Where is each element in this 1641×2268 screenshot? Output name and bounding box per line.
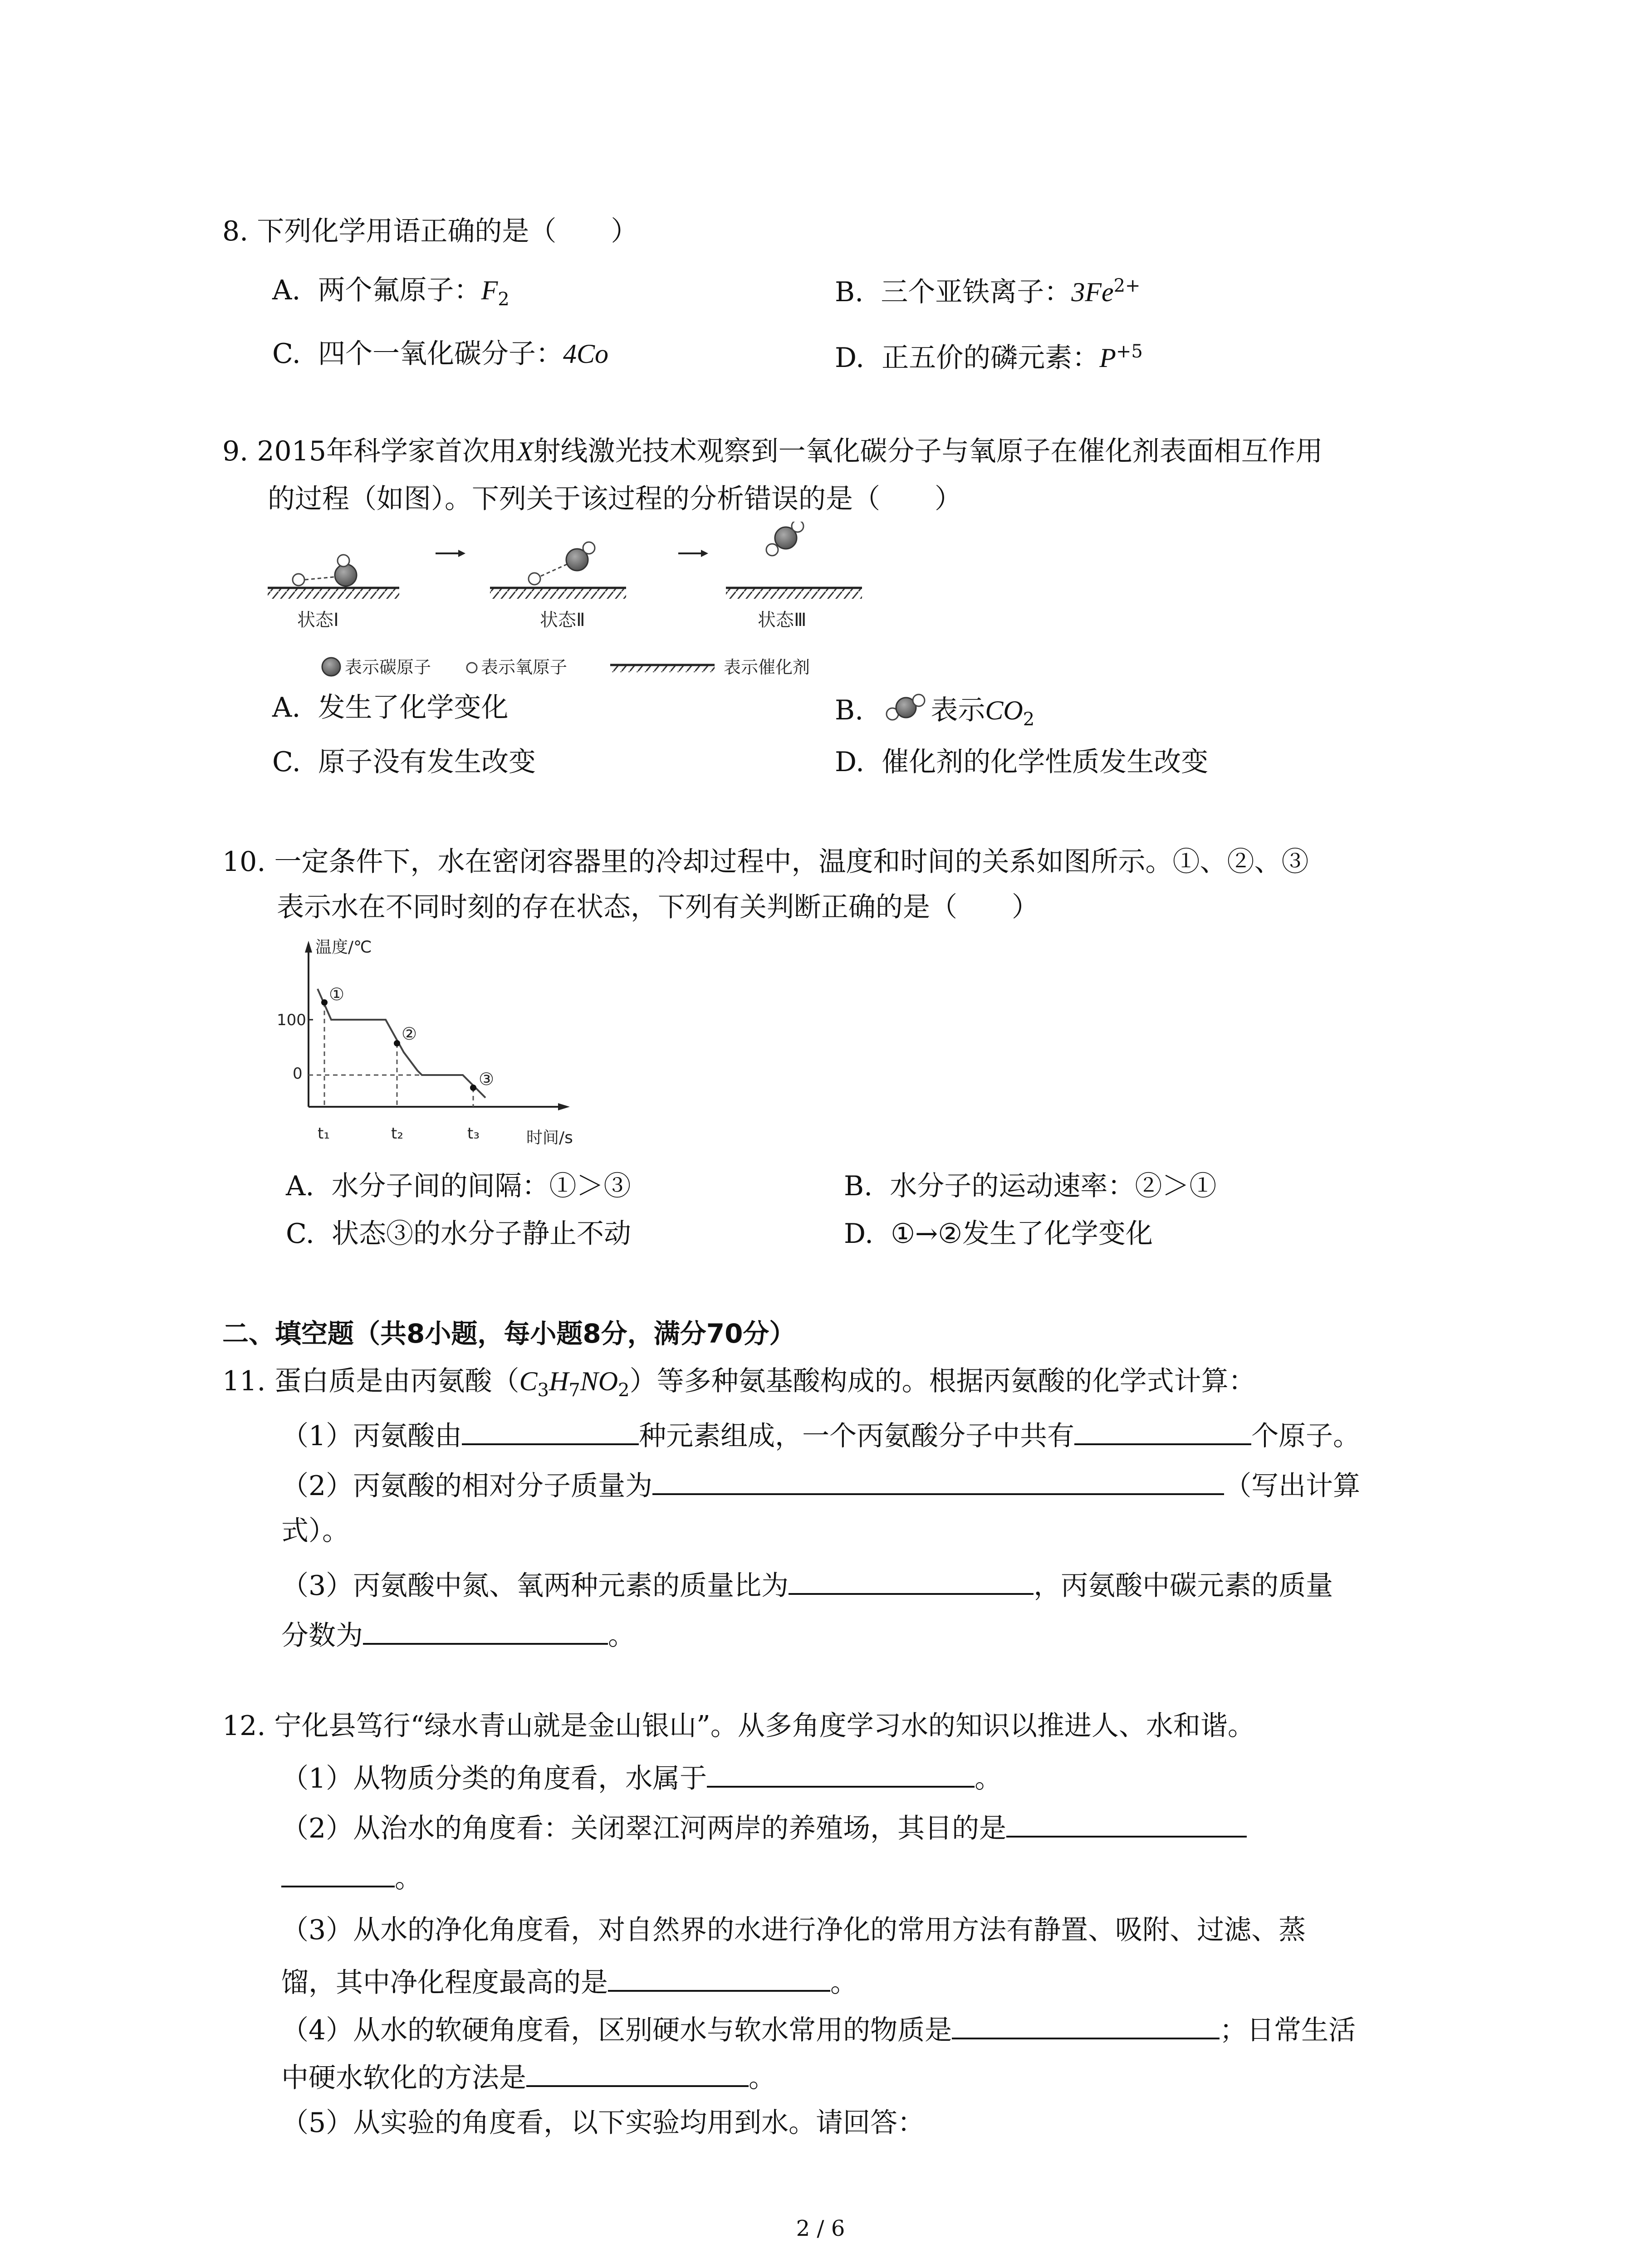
q12-part4-cont: 中硬水软化的方法是 。 xyxy=(281,2057,776,2096)
state-1-diagram xyxy=(268,555,399,631)
q12-part2: （2）从治水的角度看：关闭翠江河两岸的养殖场，其目的是 xyxy=(281,1808,1247,1847)
q11-part3-cont: 分数为 。 xyxy=(281,1615,635,1654)
answer-blank[interactable] xyxy=(789,1565,1034,1595)
q8-stem: 8. 下列化学用语正确的是（ ） xyxy=(222,215,638,247)
q11-part3: （3）丙氨酸中氮、氧两种元素的质量比为 ，丙氨酸中碳元素的质量 xyxy=(281,1565,1333,1604)
q10-option-c: C. 状态③的水分子静止不动 xyxy=(286,1218,631,1250)
q11-part2-cont: 式）。 xyxy=(281,1515,349,1547)
point-3-label: ③ xyxy=(479,1069,495,1089)
q11-part1: （1）丙氨酸由 种元素组成，一个丙氨酸分子中共有 个原子。 xyxy=(281,1415,1360,1454)
t1-label: t₁ xyxy=(318,1124,330,1143)
point-2-label: ② xyxy=(402,1024,417,1044)
q12-part2-cont: 。 xyxy=(281,1857,422,1897)
q11-stem: 11. 蛋白质是由丙氨酸$(C_3H_7NO_2)$等多种氨基酸构成的。根据丙氨酸的化学式计算： xyxy=(222,1365,1256,1401)
q8-option-d: D. 正五价的磷元素：$P^{+5}$ xyxy=(835,341,1143,374)
q8-option-c: C. 四个一氧化碳分子：4Co xyxy=(272,338,609,370)
q12-part5: （5）从实验的角度看，以下实验均用到水。请回答： xyxy=(281,2107,925,2139)
legend-oxygen-label: 表示氧原子 xyxy=(481,657,568,677)
q8-option-b: B. 三个亚铁离子：$3Fe^{2+}$ xyxy=(835,275,1141,308)
q9-stem-line1: 9. 2015年科学家首次用X射线激光技术观察到一氧化碳分子与氧原子在催化剂表面相互作用 xyxy=(222,435,1323,467)
answer-blank[interactable] xyxy=(652,1465,1224,1495)
q12-part3-cont: 馏，其中净化程度最高的是 。 xyxy=(281,1962,857,2001)
answer-blank[interactable] xyxy=(707,1758,975,1788)
q10-option-b: B. 水分子的运动速率：②＞① xyxy=(844,1170,1217,1202)
answer-blank[interactable] xyxy=(526,2057,749,2087)
answer-blank[interactable] xyxy=(281,1857,395,1887)
q12-part4: （4）从水的软硬角度看，区别硬水与软水常用的物质是 ；日常生活 xyxy=(281,2009,1356,2048)
point-1-label: ① xyxy=(329,984,345,1004)
arrow-right-icon xyxy=(678,550,708,557)
t2-label: t₂ xyxy=(391,1124,403,1143)
oxygen-atom-icon xyxy=(792,522,803,532)
q9-option-c: C. 原子没有发生改变 xyxy=(272,746,536,778)
q9-stem-line2: 的过程（如图）。下列关于该过程的分析错误的是（ ） xyxy=(268,483,962,515)
q8-option-a: A. 两个氟原子：$F_2$ xyxy=(272,274,509,310)
q10-option-d: D. ①→②发生了化学变化 xyxy=(844,1218,1153,1250)
state-2-diagram xyxy=(490,542,626,631)
oxygen-atom-icon xyxy=(583,542,595,554)
q10-stem-line2: 表示水在不同时刻的存在状态，下列有关判断正确的是（ ） xyxy=(277,891,1039,923)
q9-figure xyxy=(254,522,889,694)
q10-option-a: A. 水分子间的间隔：①＞③ xyxy=(286,1170,631,1202)
oxygen-atom-icon xyxy=(766,544,778,556)
oxygen-atom-icon xyxy=(338,555,349,567)
y-tick-100: 100 xyxy=(277,1011,306,1029)
q12-stem: 12. 宁化县笃行“绿水青山就是金山银山”。从多角度学习水的知识以推进人、水和谐。 xyxy=(222,1710,1255,1742)
carbon-atom-icon xyxy=(335,564,357,586)
state-2-label: 状态Ⅱ xyxy=(540,610,585,631)
answer-blank[interactable] xyxy=(1074,1415,1251,1445)
point-3 xyxy=(470,1085,476,1091)
legend-carbon-label: 表示碳原子 xyxy=(345,657,431,677)
x-axis-label: 时间/s xyxy=(526,1129,573,1147)
co-molecule-icon xyxy=(881,689,931,726)
q9-option-b: B. 表示$CO_2$ xyxy=(835,689,1034,738)
oxygen-atom-icon xyxy=(529,573,540,585)
q9-option-d: D. 催化剂的化学性质发生改变 xyxy=(835,746,1209,778)
answer-blank[interactable] xyxy=(952,2009,1220,2039)
point-2 xyxy=(394,1040,400,1046)
section-2-heading: 二、填空题（共8小题，每小题8分，满分70分） xyxy=(222,1318,796,1349)
arrow-right-icon xyxy=(436,550,465,557)
state-3-diagram xyxy=(726,522,862,631)
oxygen-atom-icon xyxy=(293,574,304,586)
q10-graph xyxy=(272,934,590,1161)
state-3-label: 状态Ⅲ xyxy=(758,610,807,631)
page-number: 2 / 6 xyxy=(796,2216,845,2241)
answer-blank[interactable] xyxy=(462,1415,639,1445)
y-axis-label: 温度/℃ xyxy=(315,938,372,957)
carbon-atom-icon xyxy=(322,658,340,676)
y-tick-0: 0 xyxy=(293,1065,303,1083)
point-1 xyxy=(321,999,328,1006)
oxygen-atom-icon xyxy=(467,663,477,673)
q9-legend xyxy=(322,657,810,677)
catalyst-icon xyxy=(610,666,715,672)
answer-blank[interactable] xyxy=(1006,1808,1247,1838)
q11-part2: （2）丙氨酸的相对分子质量为 （写出计算 xyxy=(281,1465,1360,1504)
answer-blank[interactable] xyxy=(608,1962,830,1992)
t3-label: t₃ xyxy=(467,1124,480,1143)
legend-catalyst-label: 表示催化剂 xyxy=(724,657,810,677)
state-1-label: 状态Ⅰ xyxy=(297,610,339,631)
q12-part3: （3）从水的净化角度看，对自然界的水进行净化的常用方法有静置、吸附、过滤、蒸 xyxy=(281,1914,1306,1946)
q12-part1: （1）从物质分类的角度看，水属于 。 xyxy=(281,1758,1002,1797)
answer-blank[interactable] xyxy=(363,1615,608,1645)
q10-stem-line1: 10. 一定条件下，水在密闭容器里的冷却过程中，温度和时间的关系如图所示。①、②、③ xyxy=(222,846,1309,878)
q9-option-a: A. 发生了化学变化 xyxy=(272,692,509,723)
